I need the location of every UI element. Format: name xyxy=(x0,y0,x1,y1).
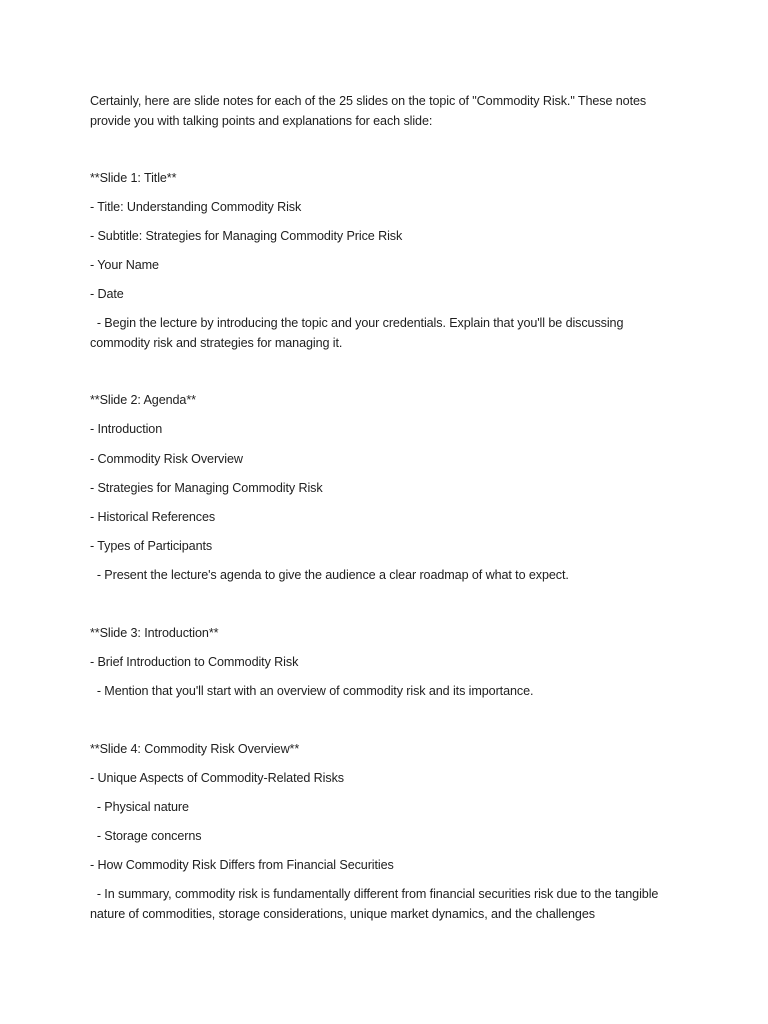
slide2-item-overview: - Commodity Risk Overview xyxy=(90,452,243,466)
slide4-item-unique-aspects: - Unique Aspects of Commodity-Related Risks xyxy=(90,771,344,785)
slide2-heading: **Slide 2: Agenda** xyxy=(90,393,196,407)
slide1-heading: **Slide 1: Title** xyxy=(90,171,177,185)
slide4-item-differs: - How Commodity Risk Differs from Financial Securities xyxy=(90,858,394,872)
slide1-note: - Begin the lecture by introducing the topic and your credentials. Explain that you'll be discussing commodity risk and strategies for managing it. xyxy=(90,316,627,350)
slide1-name-line: - Your Name xyxy=(90,258,159,272)
slide3-heading: **Slide 3: Introduction** xyxy=(90,626,219,640)
slide4-subitem-physical: - Physical nature xyxy=(90,800,189,814)
intro-paragraph: Certainly, here are slide notes for each of the 25 slides on the topic of "Commodity Risk." These notes provide you with talking points and explanations for each slide: xyxy=(90,94,650,128)
slide2-item-historical: - Historical References xyxy=(90,510,216,524)
slide4-note: - In summary, commodity risk is fundamentally different from financial securities risk due to the tangible nature of commodities, storage considerations, unique market dynamics, and the challenges xyxy=(90,887,662,921)
slide4-heading: **Slide 4: Commodity Risk Overview** xyxy=(90,742,300,756)
slide1-title-line: - Title: Understanding Commodity Risk xyxy=(90,200,302,214)
slide2-item-introduction: - Introduction xyxy=(90,422,163,436)
slide1-date-line: - Date xyxy=(90,287,124,301)
slide2-item-strategies: - Strategies for Managing Commodity Risk xyxy=(90,481,323,495)
slide4-subitem-storage: - Storage concerns xyxy=(90,829,202,843)
slide2-note: - Present the lecture's agenda to give the audience a clear roadmap of what to expect. xyxy=(90,568,569,582)
slide1-subtitle-line: - Subtitle: Strategies for Managing Commodity Price Risk xyxy=(90,229,403,243)
slide2-item-participants: - Types of Participants xyxy=(90,539,213,553)
slide3-note: - Mention that you'll start with an overview of commodity risk and its importance. xyxy=(90,684,534,698)
slide3-item-brief: - Brief Introduction to Commodity Risk xyxy=(90,655,299,669)
